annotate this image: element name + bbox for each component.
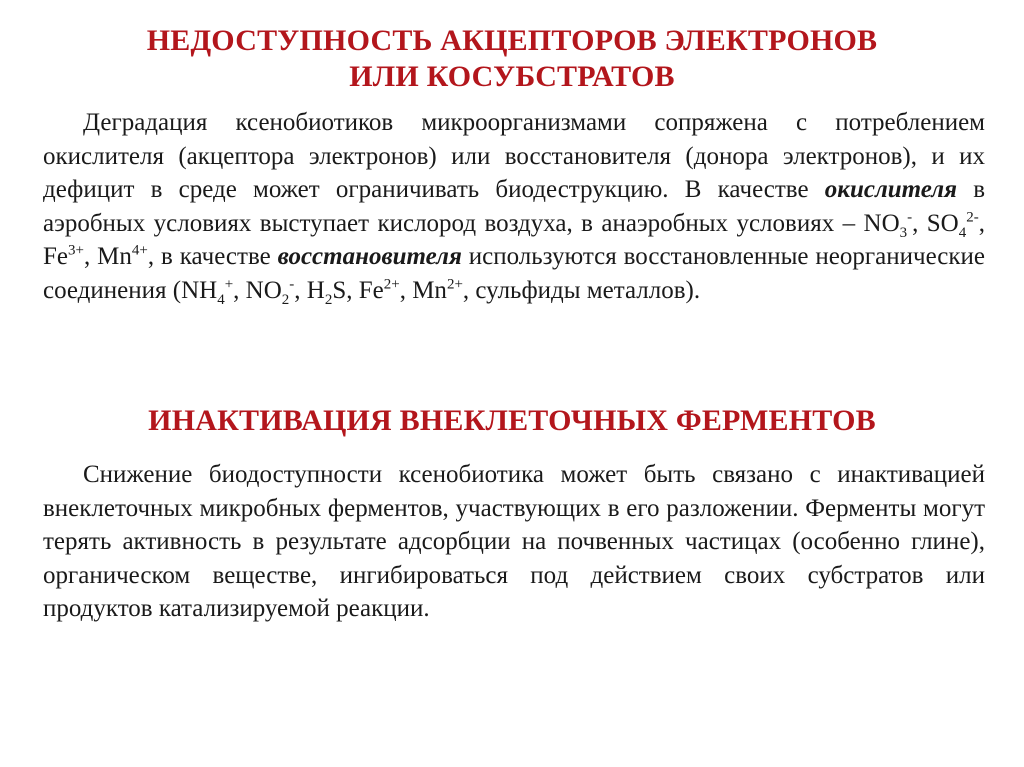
formula-mn4	[97, 243, 148, 270]
formula-mn4-sup: 4+	[131, 242, 148, 259]
formula-no3-sup: -	[907, 209, 913, 226]
formula-fe3	[43, 243, 84, 270]
separator: ,	[978, 209, 985, 237]
formula-h2s-sub: 2	[324, 291, 333, 308]
formula-h2s-s: S	[332, 276, 347, 304]
formula-no2-sup: -	[289, 276, 295, 293]
formula-mn4-base: Mn	[97, 243, 132, 270]
formula-nh4	[181, 276, 234, 308]
formula-no2-sub: 2	[281, 291, 290, 308]
section1-title-line2: ИЛИ КОСУБСТРАТОВ	[349, 60, 675, 93]
formula-no2	[245, 276, 295, 308]
formula-h2s	[306, 276, 347, 308]
oxidizer-term: окислителя	[824, 176, 957, 203]
section1-text-4: используются восстановленные неорганические соединения (	[43, 243, 986, 304]
section1-text-2: в аэробных условиях выступает кислород воздуха, в анаэробных условиях –	[43, 176, 985, 237]
formula-h2s-h: H	[306, 276, 325, 304]
separator: ,	[83, 243, 98, 270]
formula-so4-base: SO	[926, 209, 959, 237]
formula-mn2-sup: 2+	[446, 276, 463, 293]
formula-so4-sup: 2-	[966, 209, 979, 226]
reducer-term: восстановителя	[277, 243, 462, 270]
formula-fe2-base: Fe	[358, 276, 384, 304]
section1-text-5: , сульфиды металлов).	[462, 276, 701, 304]
section1-title-line1: НЕДОСТУПНОСТЬ АКЦЕПТОРОВ ЭЛЕКТРОНОВ	[146, 24, 878, 57]
formula-mn2	[412, 277, 463, 304]
formula-fe2	[359, 277, 400, 304]
formula-no3-base: NO	[863, 209, 900, 237]
separator: ,	[346, 276, 359, 304]
separator: ,	[294, 276, 307, 304]
formula-mn2-base: Mn	[412, 276, 447, 304]
section1-text-1: Деградация ксенобиотиков микроорганизмами сопряжена с потреблением окислителя (акцептора электронов) или восстановителя (донора электронов), и их дефицит в среде может ограничивать биодеструкцию. В качестве	[43, 109, 985, 203]
separator: ,	[233, 276, 246, 304]
section1-text-3: , в качестве	[147, 243, 278, 270]
formula-nh4-sup: +	[224, 276, 234, 293]
formula-no2-base: NO	[245, 276, 282, 304]
section1-paragraph	[43, 106, 985, 307]
formula-nh4-base: NH	[181, 276, 218, 304]
formula-fe2-sup: 2+	[383, 276, 400, 293]
separator: ,	[399, 276, 413, 304]
separator: ,	[912, 209, 927, 237]
section1-title	[0, 23, 1024, 95]
section2-paragraph: Снижение биодоступности ксенобиотика может быть связано с инактивацией внеклеточных микробных ферментов, участвующих в его разложении. Ферменты могут терять активность в результате адсорбции на почвенных частицах (особенно глине), органическом веществе, ингибироваться под действием своих субстратов или продуктов катализируемой реакции.	[43, 461, 985, 622]
section2-title: ИНАКТИВАЦИЯ ВНЕКЛЕТОЧНЫХ ФЕРМЕНТОВ	[148, 404, 876, 437]
formula-fe3-sup: 3+	[68, 242, 84, 259]
formula-so4	[926, 209, 979, 241]
formula-so4-sub: 4	[958, 224, 967, 241]
formula-no3-sub: 3	[899, 224, 908, 241]
formula-nh4-sub: 4	[217, 291, 225, 308]
formula-fe3-base: Fe	[43, 243, 68, 270]
formula-no3	[863, 209, 913, 241]
